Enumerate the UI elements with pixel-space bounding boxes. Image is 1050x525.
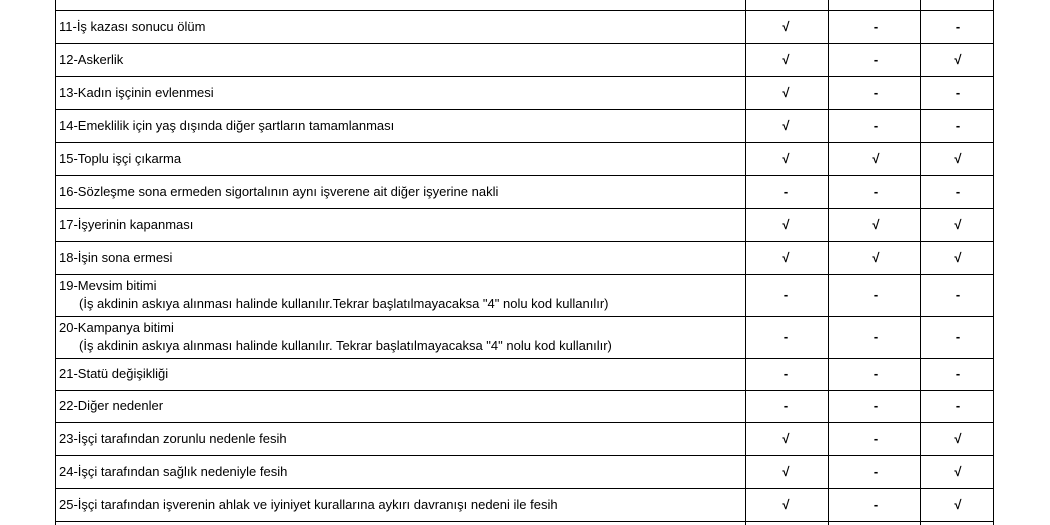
mark-col-2: -	[873, 18, 879, 34]
row-label-text: 25-İşçi tarafından işverenin ahlak ve iyiniyet kurallarına aykırı davranışı nedeni ile fesih	[59, 496, 558, 512]
mark-col-2: -	[873, 496, 879, 512]
grid-vline	[55, 0, 56, 525]
row-label	[59, 84, 214, 102]
grid-hline	[55, 455, 993, 456]
grid-vline	[920, 0, 921, 525]
row-label-text: 13-Kadın işçinin evlenmesi	[59, 84, 214, 100]
mark-col-3: √	[954, 249, 962, 265]
row-label	[59, 51, 123, 69]
grid-hline	[55, 76, 993, 77]
row-label-text: 24-İşçi tarafından sağlık nedeniyle fesih	[59, 463, 288, 479]
mark-col-1: √	[782, 216, 790, 232]
row-label	[59, 277, 608, 313]
grid-hline	[55, 274, 993, 275]
mark-col-1: -	[783, 329, 789, 344]
mark-col-3: √	[954, 430, 962, 446]
mark-col-1: √	[782, 117, 790, 133]
row-label-text: 15-Toplu işçi çıkarma	[59, 150, 182, 166]
grid-hline	[55, 390, 993, 391]
grid-hline	[55, 241, 993, 242]
mark-col-3: √	[954, 216, 962, 232]
row-label	[59, 249, 172, 267]
mark-col-3: -	[955, 329, 961, 344]
mark-col-2: -	[873, 84, 879, 100]
mark-col-1: √	[782, 150, 790, 166]
mark-col-1: √	[782, 496, 790, 512]
grid-hline	[55, 175, 993, 176]
row-label	[59, 496, 558, 514]
grid-hline	[55, 208, 993, 209]
grid-hline	[55, 43, 993, 44]
mark-col-1: √	[782, 51, 790, 67]
mark-col-2: -	[873, 287, 879, 302]
row-label	[59, 183, 498, 201]
row-label-text: 19-Mevsim bitimi	[59, 278, 157, 293]
mark-col-3: √	[954, 51, 962, 67]
row-label	[59, 18, 205, 36]
row-label-text: 22-Diğer nedenler	[59, 398, 164, 413]
mark-col-1: -	[783, 183, 789, 199]
mark-col-2: -	[873, 329, 879, 344]
mark-col-2: -	[873, 183, 879, 199]
mark-col-1: √	[782, 249, 790, 265]
mark-col-2: -	[873, 366, 879, 381]
mark-col-1: √	[782, 84, 790, 100]
row-label-text: 11-İş kazası sonucu ölüm	[59, 18, 206, 34]
row-label-text: 20-Kampanya bitimi	[59, 320, 174, 335]
mark-col-1: -	[783, 287, 789, 302]
row-label	[59, 430, 287, 448]
grid-vline	[828, 0, 829, 525]
mark-col-3: -	[955, 84, 961, 100]
mark-col-3: √	[954, 150, 962, 166]
mark-col-3: -	[955, 18, 961, 34]
mark-col-2: -	[873, 398, 879, 413]
grid-vline	[993, 0, 994, 525]
mark-col-3: √	[954, 463, 962, 479]
mark-col-3: -	[955, 183, 961, 199]
row-label-text: 17-İşyerinin kapanması	[59, 216, 194, 232]
grid-hline	[55, 422, 993, 423]
row-label-text: 21-Statü değişikliği	[59, 366, 169, 381]
grid-vline	[745, 0, 746, 525]
row-label-text: 23-İşçi tarafından zorunlu nedenle fesih	[59, 430, 287, 446]
row-label	[59, 216, 193, 234]
mark-col-3: -	[955, 117, 961, 133]
mark-col-2: -	[873, 117, 879, 133]
mark-col-3: √	[954, 496, 962, 512]
mark-col-2: -	[873, 430, 879, 446]
mark-col-1: √	[782, 18, 790, 34]
mark-col-1: -	[783, 398, 789, 413]
mark-col-3: -	[955, 287, 961, 302]
grid-hline	[55, 109, 993, 110]
grid-hline	[55, 488, 993, 489]
grid-hline	[55, 521, 993, 522]
mark-col-2: √	[872, 150, 880, 166]
mark-col-1: √	[782, 463, 790, 479]
row-label	[59, 463, 287, 481]
row-note: (İş akdinin askıya alınması halinde kullanılır.Tekrar başlatılmayacaksa "4" nolu kod kullanılır)	[79, 296, 609, 311]
grid-hline	[55, 358, 993, 359]
mark-col-1: -	[783, 366, 789, 381]
mark-col-2: -	[873, 463, 879, 479]
grid-hline	[55, 142, 993, 143]
row-label	[59, 365, 168, 383]
row-label	[59, 319, 612, 355]
row-label-text: 18-İşin sona ermesi	[59, 249, 173, 265]
mark-col-2: √	[872, 216, 880, 232]
mark-col-2: -	[873, 51, 879, 67]
mark-col-1: √	[782, 430, 790, 446]
grid-hline	[55, 10, 993, 11]
row-label-text: 14-Emeklilik için yaş dışında diğer şartların tamamlanması	[59, 117, 395, 133]
row-note: (İş akdinin askıya alınması halinde kullanılır. Tekrar başlatılmayacaksa "4" nolu kod kullanılır)	[79, 338, 612, 353]
row-label-text: 12-Askerlik	[59, 51, 124, 67]
mark-col-3: -	[955, 366, 961, 381]
mark-col-2: √	[872, 249, 880, 265]
mark-col-3: -	[955, 398, 961, 413]
grid-hline	[55, 316, 993, 317]
row-label	[59, 117, 394, 135]
row-label-text: 16-Sözleşme sona ermeden sigortalının aynı işverene ait diğer işyerine nakli	[59, 183, 499, 199]
row-label	[59, 397, 163, 415]
row-label	[59, 150, 181, 168]
